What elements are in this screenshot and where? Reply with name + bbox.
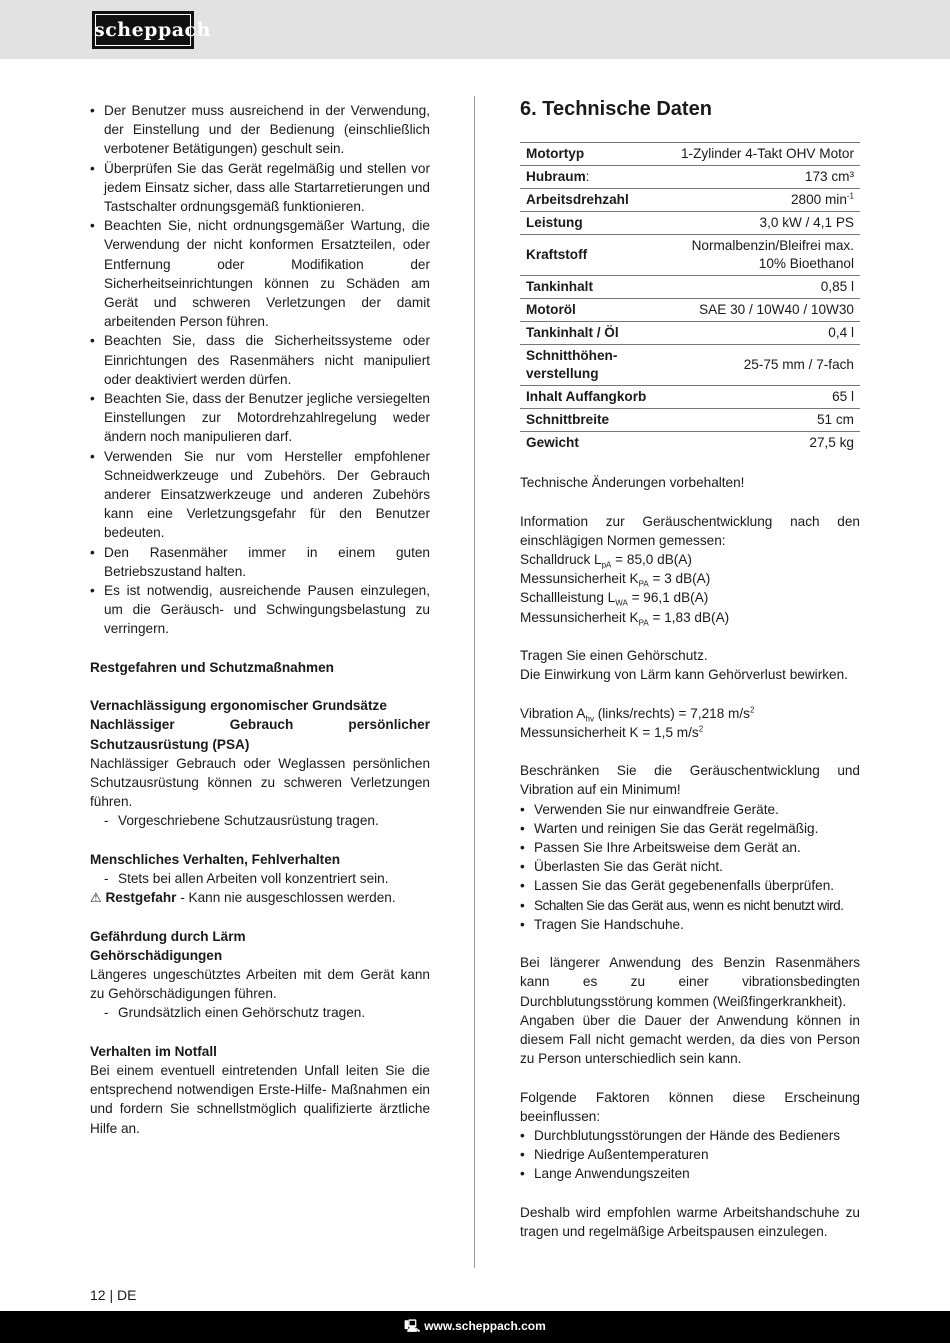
psa-text: Nachlässiger Gebrauch oder Weglassen persönlichen Schutzausrüstung können zu schweren Verletzungen führen. xyxy=(90,755,430,810)
list-item: • Beachten Sie, nicht ordnungsgemäßer Wartung, die Verwendung der nicht konformen Ersatzteilen, oder Entfernung oder Modifikation der Sicherheitseinrichtungen können zu Schäden am Gerät und schweren Verletzungen der damit arbeitenden Person führen. xyxy=(90,216,430,331)
psa-heading: Nachlässiger Gebrauch persönlicher Schutzausrüstung (PSA) xyxy=(90,717,430,752)
list-item: • Überlasten Sie das Gerät nicht. xyxy=(520,857,860,876)
residual-risk-line xyxy=(90,888,430,907)
noise-dash-list xyxy=(90,1003,430,1022)
noise-line: Messunsicherheit $K_{PA} = 3$ dB(A) xyxy=(520,571,711,589)
section-title: 6. Technische Daten xyxy=(520,98,712,120)
spec-key: Tankinhalt xyxy=(520,276,657,299)
noise-heading: Gefährdung durch Lärm xyxy=(90,928,246,944)
list-item: • Überprüfen Sie das Gerät regelmäßig und stellen vor jedem Einsatz sicher, dass alle Startarretierungen und Tastschalter ordnungsgemäß funktionieren. xyxy=(90,159,430,217)
spec-key: Schnitthöhen- verstellung xyxy=(520,345,657,386)
table-row xyxy=(520,322,860,345)
noise-text: Längeres ungeschütztes Arbeiten mit dem Gerät kann zu Gehörschädigungen führen. xyxy=(90,967,430,1002)
table-row xyxy=(520,345,860,386)
spec-value: 0,4 l xyxy=(657,322,860,345)
table-row xyxy=(520,409,860,432)
factors-intro: Folgende Faktoren können diese Erscheinung beeinflussen: xyxy=(520,1089,860,1124)
spec-value: 2800 $\min^{-1}$ xyxy=(657,189,860,212)
list-item: • Durchblutungsstörungen der Hände des Bedieners xyxy=(520,1126,860,1145)
emergency-text: Bei einem eventuell eintretenden Unfall leiten Sie die entsprechend notwendigen Erste-Hilfe- Maßnahmen ein und fordern Sie schnellstmöglich qualifizierte ärztliche Hilfe an. xyxy=(90,1063,430,1136)
table-row xyxy=(520,432,860,455)
list-item: • Verwenden Sie nur vom Hersteller empfohlener Schneidwerkzeuge und Zubehörs. Der Gebrauch anderer Einsatzwerkzeuge und anderen Zubehörs kann eine Verletzungsgefahr für den Benutzer bedeuten. xyxy=(90,447,430,543)
spec-value: 3,0 kW / 4,1 PS xyxy=(657,212,860,235)
emergency-heading: Verhalten im Notfall xyxy=(90,1043,217,1059)
column-divider xyxy=(474,96,475,1268)
spec-key: Gewicht xyxy=(526,435,579,450)
safety-bullet-list xyxy=(90,101,430,639)
vibration-uncertainty-line: Messunsicherheit K = 1,5 $m/s^2$ xyxy=(520,724,704,740)
noise-line: Schallleistung $L_{WA} = 96,1$ dB(A) xyxy=(520,590,709,609)
spec-value: Normalbenzin/Bleifrei max. 10% Bioethanol xyxy=(657,235,860,276)
list-item: • Schalten Sie das Gerät aus, wenn es nicht benutzt wird. xyxy=(520,896,860,915)
hearing-loss-text: Die Einwirkung von Lärm kann Gehörverlust bewirken. xyxy=(520,667,848,683)
list-item: • Verwenden Sie nur einwandfreie Geräte. xyxy=(520,800,860,819)
noise-line: Messunsicherheit $K_{PA} = 1,83$ dB(A) xyxy=(520,609,730,628)
human-dash-list xyxy=(90,869,430,888)
list-item: • Lassen Sie das Gerät gegebenenfalls überprüfen. xyxy=(520,876,860,895)
residual-risk-label: Restgefahr xyxy=(105,890,177,906)
ergonomics-heading: Vernachlässigung ergonomischer Grundsätze xyxy=(90,698,387,714)
table-row xyxy=(520,189,860,212)
warning-triangle-icon: ⚠ xyxy=(90,890,102,906)
spec-key: Inhalt Auffangkorb xyxy=(520,386,657,409)
right-column xyxy=(520,96,860,1241)
list-item: • Warten und reinigen Sie das Gerät regelmäßig. xyxy=(520,819,860,838)
human-behavior-heading: Menschliches Verhalten, Fehlverhalten xyxy=(90,851,341,867)
header-bar xyxy=(0,0,950,59)
spec-value: 1-Zylinder 4-Takt OHV Motor xyxy=(657,143,860,166)
list-item: • Tragen Sie Handschuhe. xyxy=(520,915,860,934)
list-item: • Beachten Sie, dass der Benutzer jegliche versiegelten Einstellungen zur Motordrehzahlregelung weder ändern noch manipulieren darf. xyxy=(90,389,430,447)
hearing-damage-heading: Gehörschädigungen xyxy=(90,947,223,963)
long-use-text: Bei längerer Anwendung des Benzin Rasenmähers kann es zu einer vibrationsbedingten Durchblutungsstörung kommen (Weißfingerkrankheit). xyxy=(520,955,860,1009)
list-item: • Beachten Sie, dass die Sicherheitssysteme oder Einrichtungen des Rasenmähers nicht manipuliert oder deaktiviert werden dürfen. xyxy=(90,331,430,389)
left-column xyxy=(90,101,430,1138)
spec-table xyxy=(520,142,860,454)
table-row xyxy=(520,166,860,189)
residual-risks-heading: Restgefahren und Schutzmaßnahmen xyxy=(90,659,334,675)
list-item: - Grundsätzlich einen Gehörschutz tragen. xyxy=(90,1003,430,1022)
factors-bullet-list xyxy=(520,1126,860,1184)
list-item: • Den Rasenmäher immer in einem guten Betriebszustand halten. xyxy=(90,543,430,581)
spec-value: 0,85 l xyxy=(657,276,860,299)
table-row xyxy=(520,212,860,235)
computer-icon: 🖳 xyxy=(404,1319,421,1333)
spec-value: 173 cm³ xyxy=(657,166,860,189)
hearing-protection-text: Tragen Sie einen Gehörschutz. xyxy=(520,647,708,663)
spec-value: 25-75 mm / 7-fach xyxy=(657,345,860,386)
list-item: • Es ist notwendig, ausreichende Pausen einzulegen, um die Geräusch- und Schwingungsbelastung zu verringern. xyxy=(90,581,430,639)
psa-dash-list xyxy=(90,811,430,830)
website-link[interactable]: www.scheppach.com xyxy=(424,1319,546,1333)
list-item: - Vorgeschriebene Schutzausrüstung tragen. xyxy=(90,811,430,830)
residual-risk-text: - Kann nie ausgeschlossen werden. xyxy=(176,890,396,906)
footer-bar xyxy=(0,1311,950,1343)
list-item: • Niedrige Außentemperaturen xyxy=(520,1145,860,1164)
spec-key: Schnittbreite xyxy=(520,409,657,432)
spec-key: Arbeitsdrehzahl xyxy=(520,189,657,212)
duration-text: Angaben über die Dauer der Anwendung können in diesem Fall nicht gemacht werden, da dies von Person zu Person unterschiedlich sein kann. xyxy=(520,1012,860,1067)
page-number: 12 | DE xyxy=(90,1287,137,1303)
spec-key: Kraftstoff xyxy=(520,235,657,276)
table-row xyxy=(520,299,860,322)
noise-line: Schalldruck $L_{pA} = 85,0$ dB(A) xyxy=(520,551,692,570)
spec-value: 27,5 kg xyxy=(809,435,854,450)
table-row xyxy=(520,386,860,409)
spec-value: 65 l xyxy=(657,386,860,409)
spec-key: Hubraum: xyxy=(520,166,657,189)
scheppach-logo: scheppach xyxy=(92,11,194,49)
list-item: - Stets bei allen Arbeiten voll konzentriert sein. xyxy=(90,869,430,888)
spec-key: Leistung xyxy=(520,212,657,235)
vibration-line: Vibration $A_{hv}$ (links/rechts) = 7,218 $m/s^2$ xyxy=(520,705,755,724)
limit-bullet-list xyxy=(520,800,860,934)
spec-key: Tankinhalt / Öl xyxy=(520,322,657,345)
table-row xyxy=(520,276,860,299)
table-row xyxy=(520,143,860,166)
recommendation-text: Deshalb wird empfohlen warme Arbeitshandschuhe zu tragen und regelmäßige Arbeitspausen einzulegen. xyxy=(520,1204,860,1239)
table-row xyxy=(520,235,860,276)
spec-key: Motoröl xyxy=(520,299,657,322)
list-item: • Lange Anwendungszeiten xyxy=(520,1164,860,1183)
spec-value: SAE 30 / 10W40 / 10W30 xyxy=(657,299,860,322)
limit-text: Beschränken Sie die Geräuschentwicklung und Vibration auf ein Minimum! xyxy=(520,763,860,798)
noise-info: Information zur Geräuschentwicklung nach den einschlägigen Normen gemessen: xyxy=(520,513,860,548)
changes-note: Technische Änderungen vorbehalten! xyxy=(520,475,745,491)
list-item: • Der Benutzer muss ausreichend in der Verwendung, der Einstellung und der Bedienung (einschließlich verbotener Betätigungen) geschult sein. xyxy=(90,101,430,159)
list-item: • Passen Sie Ihre Arbeitsweise dem Gerät an. xyxy=(520,838,860,857)
spec-value: 51 cm xyxy=(657,409,860,432)
spec-key: Motortyp xyxy=(520,143,657,166)
